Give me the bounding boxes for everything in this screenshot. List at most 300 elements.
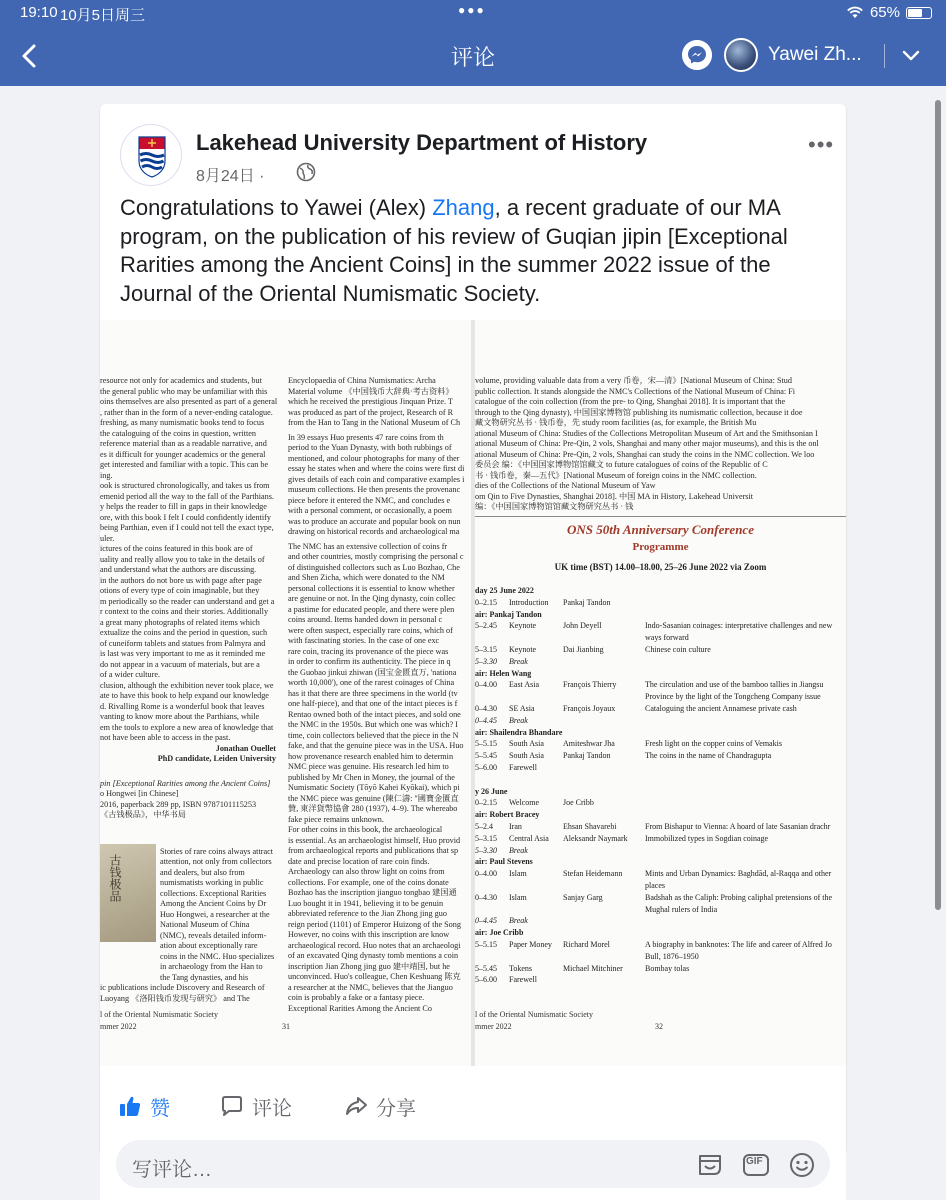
text-line: the NMC piece was genuine (陳仁濤: "國寶金匱直 [288, 793, 459, 803]
programme-time: 5–3.15 [475, 833, 497, 843]
programme-speaker: Richard Morel [563, 939, 610, 949]
text-line: fake, and that the genuine piece was in the USA. Huo [288, 741, 464, 750]
text-line: gives details of each coin and comparative examples i [288, 474, 465, 484]
programme-title: places [645, 880, 665, 890]
page31-footer-issue: mmer 2022 [100, 1022, 137, 1031]
programme-time: air: Shailendra Bhandare [475, 727, 563, 737]
programme-title: Indo-Sasanian coinages: interpretative challenges and new [645, 621, 833, 631]
user-name[interactable]: Yawei Zh... [768, 44, 862, 65]
battery-percent: 65% [869, 4, 900, 21]
text-line: 编：《中国国家博物馆馆藏文物研究丛书 · 钱 [475, 502, 634, 511]
more-options-icon[interactable]: ••• [808, 132, 835, 157]
programme-session-heading [475, 787, 846, 799]
status-date: 10月5日周三 [60, 7, 146, 24]
book-reference-line: o Hongwei [in Chinese] [100, 789, 179, 798]
programme-session: South Asia [509, 751, 544, 761]
wifi-icon [846, 6, 864, 19]
text-line: 委员会 编：《中国国家博物馆馆藏文 to future catalogues of coins of the Republic of C [475, 460, 768, 469]
programme-speaker: Pankaj Tandon [563, 597, 611, 607]
programme-time: 0–2.15 [475, 597, 497, 607]
book-reference-line: 《古钱极品》，中华书局 [100, 810, 186, 819]
text-line: Rentao owned both of the intact pieces, and sold one [288, 709, 461, 719]
programme-title: Province by the light of the Tongcheng Company issue [645, 692, 821, 702]
page32-review-end [475, 376, 846, 513]
programme-row [475, 692, 846, 704]
text-line: dies of the Collections of the National Museum of Yaw [475, 481, 656, 490]
text-line: ictures of the coins featured in this book are of [100, 544, 253, 553]
text-line: of a wider culture. [100, 670, 161, 679]
programme-title: Badshah as the Caliph: Probing caliphal pretensions of the [645, 892, 833, 902]
text-line: collections. Exceptional Rarities [160, 888, 267, 898]
text-line: ing. [100, 470, 113, 480]
text-line: 贊, 東洋貨幣協會 280 (1937), 4–9). The whereabo [288, 804, 458, 813]
text-line: in archaeology from the Han to [160, 962, 263, 971]
programme-time: 5–3.30 [475, 845, 497, 855]
like-button[interactable] [118, 1092, 170, 1120]
post-date-text: 8月24日 [196, 168, 255, 185]
programme-session: Central Asia [509, 833, 549, 843]
text-line: from archaeological reports and publications that sp [288, 846, 459, 855]
journal-page-31 [100, 320, 471, 1066]
text-line: with fascinating stories. In the case of one exc [288, 636, 440, 645]
text-line: ook is structured chronologically, and takes us from [100, 481, 270, 490]
programme-time: 0–4.00 [475, 869, 497, 879]
text-line: Encyclopaedia of China Numismatics: Archa [288, 376, 436, 385]
text-line: coins around. Items handed down in personal c [288, 615, 443, 624]
programme-session: Paper Money [509, 939, 552, 949]
emoji-icon[interactable] [788, 1152, 816, 1178]
text-line: a great many photographs of related items which [100, 617, 260, 627]
text-line: es it difficult for younger academics or the general [100, 449, 266, 459]
text-line: are genuine or not. In the Qing dynasty, coin collec [288, 594, 456, 603]
text-line: not have been able to access in the past. [100, 733, 231, 742]
like-icon [118, 1094, 142, 1118]
programme-time: air: Paul Stevens [475, 857, 533, 867]
programme-session: Farewell [509, 975, 537, 985]
text-line: resource not only for academics and students, but [100, 376, 262, 385]
programme-time: 5–5.45 [475, 751, 497, 761]
programme-row [475, 716, 846, 728]
text-line: Luo bought it in 1941, believing it to be genuin [288, 898, 444, 908]
text-line: from the Han to Tang in the National Museum of Ch [288, 418, 461, 427]
programme-time: 5–6.00 [475, 762, 497, 772]
page31-footer-journal: l of the Oriental Numismatic Society [100, 1010, 218, 1019]
text-line: oins themselves are also presented as part of a general [100, 397, 278, 406]
text-line: vanting to know more about the Parthians, while [100, 712, 260, 721]
post-actions [100, 1084, 846, 1128]
post-text-before: Congratulations to Yawei (Alex) [120, 195, 433, 220]
programme-row [475, 621, 846, 633]
text-line: museum collections. He then presents the provenanc [288, 485, 461, 494]
text-line: time, coin collectors believed that the piece in the N [288, 730, 459, 740]
programme-session: Keynote [509, 644, 537, 654]
programme-title: Fresh light on the copper coins of Vemakis [645, 739, 782, 749]
programme-title: The circulation and use of the bamboo tallies in Jiangsu [645, 680, 824, 690]
text-line: the general public who may be unfamiliar with this [100, 386, 268, 396]
programme-speaker: Michael Mitchiner [563, 963, 623, 973]
text-line: mentioned, and colour photographs for many of ther [288, 453, 460, 463]
book-cover-image [100, 844, 156, 942]
page32-footer-issue: mmer 2022 [475, 1022, 512, 1031]
comment-button[interactable] [220, 1092, 292, 1120]
university-crest-icon [121, 125, 182, 186]
text-line: ational Museum of China: Pre-Qin, 2 vols, Shanghai can study the coins in the NMC collection. We loo [475, 449, 815, 459]
programme-row [475, 798, 846, 810]
text-line: For other coins in this book, the archaeological [288, 825, 443, 834]
globe-icon [296, 162, 316, 182]
text-line: how provenance research enabled him to determin [288, 751, 454, 761]
text-line: numismatists working in public [160, 878, 264, 887]
programme-session: Farewell [509, 762, 537, 772]
programme-session: Islam [509, 892, 527, 902]
programme-row [475, 846, 846, 858]
text-line: NMC piece was genuine. His research led him to [288, 762, 449, 771]
text-line: inscription Jian Zhong jing guo 建中靖国, but he [288, 961, 450, 971]
text-line: ational Museum of China: Studies of the Collections Metropolitan Museum of Art and the Smithsonian I [475, 428, 818, 438]
text-line: volume, providing valuable data from a very 币卷，宋—清》[National Museum of China: Stud [475, 376, 792, 385]
text-line: unconvinced. Huo's colleague, Chen Keshuang 陈克 [288, 972, 461, 981]
sticker-icon[interactable] [696, 1152, 724, 1178]
text-line: Huo Hongwei, a researcher at the [160, 909, 270, 919]
text-line: National Museum of China [160, 920, 250, 929]
programme-session-heading [475, 586, 846, 598]
post-text [120, 194, 832, 308]
text-line: uality and really allow you to take in the details of [100, 554, 265, 564]
nav-divider [884, 44, 885, 68]
text-line: a pastime for educated people, and there were plen [288, 604, 455, 614]
text-line: drawing on historical records and archaeological ma [288, 527, 460, 536]
text-line: Stories of rare coins always attract [160, 846, 273, 856]
text-line: and Shen Zicha, which were donated to the NM [288, 573, 445, 582]
text-line: which he received the prestigious Jinquan Prize. T [288, 397, 453, 406]
text-line: date and precise location of rare coin finds. [288, 856, 430, 866]
text-line: and understand what the authors are discussing. [100, 565, 257, 574]
text-line: om Qin to Five Dynasties, Shanghai 2018]. 中国 MA in History, Lakehead Universit [475, 491, 754, 501]
book-reference-line: 2016, paperback 289 pp, ISBN 9787101115253 [100, 799, 257, 809]
page-title: 评论 [450, 45, 495, 70]
programme-time: 0–4.30 [475, 892, 497, 902]
text-line: Exceptional Rarities Among the Ancient Co [288, 1003, 432, 1013]
text-line: do not appear in a vacuum of materials, but are a [100, 659, 260, 669]
spacer [100, 821, 282, 847]
programme-session: Introduction [509, 597, 549, 607]
text-line: worth 10,000'), one of the rarest coinages of China [288, 678, 455, 687]
programme-time: 5–5.15 [475, 739, 497, 749]
programme-time: 5–5.15 [475, 939, 497, 949]
text-line: ation about exceptionally rare [160, 941, 258, 950]
programme-time: 5–2.4 [475, 821, 493, 831]
status-time: 19:10 [20, 4, 58, 21]
share-button[interactable] [344, 1092, 416, 1120]
programme-speaker: John Deyell [563, 621, 602, 631]
programme-title: From Bishapur to Vienna: A hoard of late Sasanian drachr [645, 821, 831, 831]
text-line: period to the Yuan Dynasty, with both rubbings of [288, 443, 452, 452]
text-line: fake piece remains unknown. [288, 814, 384, 824]
comment-label: 评论 [252, 1097, 292, 1120]
programme-row [475, 869, 846, 881]
programme-row [475, 680, 846, 692]
post-image[interactable] [100, 320, 846, 1066]
status-bar [0, 0, 946, 26]
scrollbar[interactable] [935, 100, 941, 910]
text-line: ore, with this book I felt I could confidently identify [100, 512, 271, 522]
text-line: extualize the coins and the period in question, such [100, 628, 268, 637]
gif-label: GIF [746, 1156, 763, 1167]
programme-row [475, 975, 846, 987]
text-line: the Guobao jinkui zhiwan (国宝金匮直万, 'nationa [288, 667, 457, 677]
text-line: piece before it entered the NMC, and concludes e [288, 495, 451, 505]
programme-row [475, 739, 846, 751]
journal-page-32 [475, 320, 846, 1066]
text-line: of cuneiform tablets and statues from Palmyra and [100, 638, 266, 648]
text-line: 藏文物研究丛书 · 钱币卷，先 study room facilities (as, for example, the British Mu [475, 418, 757, 427]
programme-session-heading [475, 669, 846, 681]
programme-session: Break [509, 656, 528, 666]
text-line: emenid period all the way to the fall of the Parthians. [100, 491, 274, 501]
programme-title: Bombay tolas [645, 963, 690, 973]
text-line: was to produce an accurate and popular book on nun [288, 516, 461, 526]
programme-row [475, 704, 846, 716]
programme-time: y 26 June [475, 786, 508, 796]
programme-session: South Asia [509, 739, 544, 749]
programme-row [475, 751, 846, 763]
programme-speaker: Dai Jianbing [563, 644, 604, 654]
like-label: 赞 [150, 1097, 170, 1120]
text-line: uler. [100, 533, 115, 543]
text-line: one half-piece), and that one of the intact pieces is f [288, 699, 458, 708]
text-line: personal collections it is essential to know whether [288, 583, 455, 593]
text-line: with a personal comment, or occasionally, a poem [288, 506, 452, 515]
programme-title: Cataloguing the ancient Annamese private cash [645, 703, 797, 713]
programme-session: Iran [509, 821, 522, 831]
text-line: ic publications include Discovery and Research of [100, 983, 265, 992]
programme-row [475, 964, 846, 976]
text-line: in order to confirm its authenticity. The piece in q [288, 657, 451, 666]
page31-number: 31 [282, 1022, 290, 1031]
text-line: rare coin, tracing its provenance of the piece was [288, 646, 449, 656]
page32-footer-journal: l of the Oriental Numismatic Society [475, 1010, 593, 1019]
programme-row [475, 834, 846, 846]
programme-time: air: Helen Wang [475, 668, 532, 678]
programme-speaker: François Thierry [563, 680, 617, 690]
programme-speaker: Amiteshwar Jha [563, 739, 615, 749]
programme-row [475, 940, 846, 952]
text-line: in the authors do not bore us with page after page [100, 575, 262, 585]
text-line: Numismatic Society (Tōyō Kahei Kyōkai), which pi [288, 783, 460, 792]
page32-divider [475, 516, 846, 517]
text-line: ational Museum of China: Pre-Qin, 2 vols, Shanghai and many other major museums), and this is the onl [475, 439, 819, 448]
text-line: collections. For example, one of the coins donate [288, 877, 449, 887]
text-line: , rather than in the form of a never-ending catalogue. [100, 407, 273, 417]
text-line: catalogue of the coin collection (from the pre- to Qing, Shanghai 2018]. It is important that the [475, 397, 786, 406]
programme-time: 0–4.45 [475, 916, 497, 926]
book-cover-title: 古钱极品 [108, 854, 122, 902]
programme-time: 0–4.30 [475, 703, 497, 713]
text-line: being Parthian, even if I could not tell the exact type, [100, 523, 274, 532]
programme-row [475, 763, 846, 775]
text-line: get interested and familiar with a topic. This can be [100, 460, 269, 469]
post-date[interactable] [196, 163, 264, 186]
text-line: public collection. It stands alongside the NMC's Collections of the National Museum of China: Fi [475, 386, 796, 396]
programme-speaker: Stefan Heidemann [563, 869, 623, 879]
messenger-icon[interactable] [682, 40, 712, 70]
text-line: Among the Ancient Coins by Dr [160, 899, 267, 908]
text-line: freshing, as many numismatic books tend to focus [100, 418, 265, 427]
programme-session-heading [475, 857, 846, 869]
programme-speaker: Ehsan Shavarebi [563, 821, 617, 831]
programme-time: 5–3.15 [475, 644, 497, 654]
programme-row [475, 916, 846, 928]
text-line: m periodically so the reader can understand and get a [100, 596, 275, 606]
programme-session: SE Asia [509, 703, 535, 713]
text-line: r context to the coins and their stories. Additionally [100, 607, 269, 616]
page-name[interactable]: Lakehead University Department of History [196, 130, 648, 155]
page32-number: 32 [655, 1022, 663, 1031]
text-line: However, no coins with this inscription are know [288, 930, 450, 939]
programme-time: 5–3.30 [475, 656, 497, 666]
text-line: has it that there are three specimens in the world (tv [288, 688, 458, 698]
programme-row [475, 657, 846, 669]
text-line: em the tools to explore a new area of knowledge that [100, 722, 274, 732]
text-line: d. Rivalling Rome is a wonderful book that leaves [100, 701, 265, 711]
text-line: essay he states when and where the coins were first di [288, 464, 465, 473]
conference-time: UK time (BST) 14.00–18.00, 25–26 June 2022 via Zoom [554, 562, 767, 572]
text-line: the NMC in the 1950s. But which one was which? I [288, 720, 458, 729]
text-line: ate to have this book to help expand our knowledge [100, 691, 269, 700]
text-line: Bozhao has the inscription jianguo tongbao 建国通 [288, 888, 457, 897]
programme-title: Mughal rulers of India [645, 904, 718, 914]
conference-programme [475, 586, 846, 987]
text-line: of an excavated Qing dynasty tomb mentions a coin [288, 951, 459, 960]
text-line: is last was very important to me as it reminded me [100, 649, 266, 658]
share-label: 分享 [376, 1097, 416, 1120]
text-line: reign period (1101) of Emperor Huizong of the Song [288, 919, 461, 929]
programme-time: 5–5.45 [475, 963, 497, 973]
programme-time: 0–4.45 [475, 715, 497, 725]
text-line: and dealers, but also from [160, 867, 245, 877]
text-line: a researcher at the NMC, believes that the Jianguo [288, 982, 453, 992]
programme-session: Islam [509, 869, 527, 879]
avatar[interactable] [724, 38, 758, 72]
programme-time: 5–2.45 [475, 621, 497, 631]
programme-session-heading [475, 728, 846, 740]
programme-row [475, 775, 846, 787]
comment-bar [100, 1128, 846, 1200]
programme-time: 0–4.00 [475, 680, 497, 690]
programme-session-heading [475, 610, 846, 622]
programme-row [475, 893, 846, 905]
text-line: The NMC has an extensive collection of coins fr [288, 541, 448, 551]
text-line: clusion, although the exhibition never took place, we [100, 680, 274, 690]
text-line: archaeological record. Huo notes that an archaeologi [288, 940, 461, 950]
programme-row [475, 633, 846, 645]
programme-row [475, 952, 846, 964]
programme-speaker: Joe Cribb [563, 798, 594, 808]
programme-session: Break [509, 845, 528, 855]
programme-row [475, 905, 846, 917]
mention-link[interactable]: Zhang [432, 195, 495, 220]
programme-session: Tokens [509, 963, 532, 973]
programme-session-heading [475, 928, 846, 940]
text-line: is essential. As an archaeologist himself, Huo provid [288, 835, 461, 845]
text-line: Archaeology can also throw light on coins from [288, 867, 445, 876]
programme-time: day 25 June 2022 [475, 586, 534, 595]
battery-icon [906, 7, 932, 19]
text-line: published by Mr Chen in Money, the journal of the [288, 772, 455, 782]
programme-title: A biography in banknotes: The life and career of Alfred Jo [645, 939, 832, 949]
text-line: 书 · 钱币卷，秦—五代》[National Museum of foreign coins in the NMC collection. [475, 470, 757, 480]
text-line: otions of every type of coin imaginable, but they [100, 586, 260, 595]
programme-row [475, 881, 846, 893]
text-line: (NMC), reveals detailed inform- [160, 930, 267, 940]
programme-speaker: Sanjay Garg [563, 892, 603, 902]
text-line: attention, not only from collectors [160, 857, 272, 866]
programme-speaker: Pankaj Tandon [563, 751, 611, 761]
book-reference-line: pin [Exceptional Rarities among the Ancient Coins] [100, 778, 271, 788]
reviewer-role: PhD candidate, Leiden University [157, 754, 276, 763]
chevron-down-icon[interactable] [900, 46, 922, 64]
programme-title: Bull, 1876–1950 [645, 951, 699, 961]
programme-time: air: Robert Bracey [475, 810, 540, 820]
text-line: reference material than as a readable narrative, and [100, 439, 267, 448]
comment-icon [220, 1094, 244, 1118]
comment-input[interactable] [116, 1140, 830, 1188]
programme-title: Mints and Urban Dynamics: Baghdād, al-Raqqa and other [645, 869, 832, 879]
programme-time: air: Pankaj Tandon [475, 609, 542, 619]
programme-row [475, 598, 846, 610]
text-line: abbreviated reference to the Jian Zhong jing guo [288, 909, 447, 918]
text-line: coin is probably a fake or a fantasy piece. [288, 993, 425, 1002]
page31-column2 [288, 376, 468, 1014]
text-line: coins in the NMC. Huo specializes [160, 951, 275, 961]
battery-level [908, 9, 922, 17]
top-nav [0, 26, 946, 86]
text-line: was produced as part of the project, Research of R [288, 407, 454, 417]
text-line: y helps the reader to fill in gaps in their knowledge [100, 502, 267, 511]
programme-session: Welcome [509, 798, 540, 808]
programme-session: Keynote [509, 621, 537, 631]
text-line: the cataloguing of the coins in question, written [100, 428, 256, 438]
programme-row [475, 822, 846, 834]
programme-title: The coins in the name of Chandragupta [645, 751, 772, 761]
post-card [100, 104, 846, 1154]
page-logo[interactable] [120, 124, 182, 186]
programme-speaker: Aleksandr Naymark [563, 833, 628, 843]
text-line: were often suspect, especially rare coins, which of [288, 625, 453, 635]
programme-session-heading [475, 810, 846, 822]
text-line: Luoyang 《洛阳钱币发现与研究》 and The [100, 993, 250, 1003]
text-line: Material volume 《中国钱币大辞典·考古资料》 [288, 386, 454, 396]
text-line: In 39 essays Huo presents 47 rare coins from th [288, 432, 444, 442]
text-line: the Tang dynasties, and his [160, 972, 249, 982]
programme-session: Break [509, 916, 528, 926]
programme-session: Break [509, 715, 528, 725]
text-line: of distinguished collectors such as Luo Bozhao, Che [288, 562, 460, 572]
programme-session: East Asia [509, 680, 539, 690]
post-text-after: , a recent graduate of our MA program, on the publication of his review of Guqian jipin [Exceptional Rarities among the Ancient Coins] in the summer 2022 issue of the Journal of the Oriental Numismatic Society. [120, 195, 788, 306]
multitask-dots-icon[interactable]: ●●● [458, 3, 486, 17]
conference-title: ONS 50th Anniversary Conference [567, 522, 754, 537]
programme-row [475, 645, 846, 657]
programme-time: 5–6.00 [475, 975, 497, 985]
reviewer-name: Jonathan Ouellet [215, 743, 276, 753]
programme-time: 0–2.15 [475, 798, 497, 808]
text-line: and other countries, mostly comprising the personal c [288, 552, 464, 561]
programme-time: air: Joe Cribb [475, 928, 524, 938]
share-icon [344, 1094, 368, 1118]
programme-speaker: François Joyaux [563, 703, 616, 713]
text-line: through to the Qing dynasty), 中国国家博物馆 publishing its numismatic collection, because it doe [475, 407, 803, 417]
